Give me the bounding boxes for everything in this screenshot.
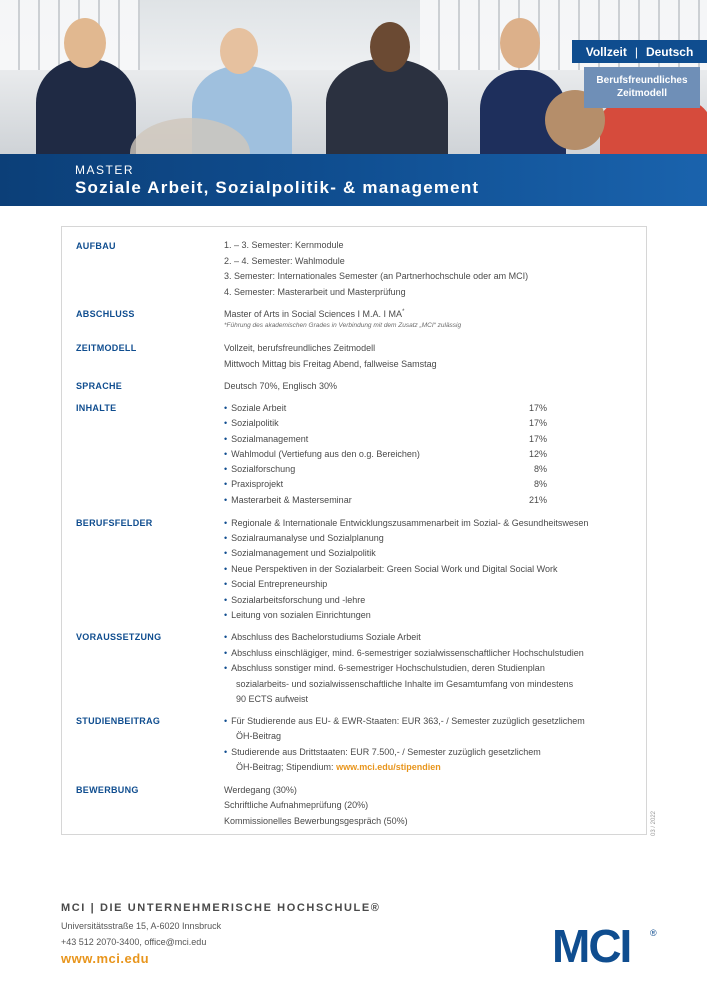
- bewerbung-line: Schriftliche Aufnahmeprüfung (20%): [224, 800, 369, 810]
- bullet-icon: •: [224, 747, 228, 757]
- studienbeitrag-item: [224, 747, 541, 757]
- inhalte-item-name: Wahlmodul (Vertiefung aus den o.g. Bereichen): [231, 449, 420, 459]
- sprache-text: Deutsch 70%, Englisch 30%: [224, 381, 338, 391]
- aufbau-line: 3. Semester: Internationales Semester (an Partnerhochschule oder am MCI): [224, 271, 529, 281]
- aufbau-line: 1. – 3. Semester: Kernmodule: [224, 240, 344, 250]
- time-model-tag: [584, 67, 700, 108]
- inhalte-item-name: Soziale Arbeit: [231, 403, 287, 413]
- inhalte-item: [224, 434, 308, 444]
- inhalte-item: [224, 449, 420, 459]
- voraussetzung-item: [224, 663, 545, 673]
- bullet-icon: •: [224, 610, 228, 620]
- footer-website[interactable]: www.mci.edu: [61, 951, 150, 966]
- footer-contact: +43 512 2070-3400, office@mci.edu: [61, 937, 207, 947]
- berufsfeld-item: [224, 533, 384, 543]
- person-4-head: [500, 18, 540, 68]
- bullet-icon: •: [224, 564, 228, 574]
- inhalte-item-name: Masterarbeit & Masterseminar: [231, 495, 352, 505]
- aufbau-line: 4. Semester: Masterarbeit und Masterprüfung: [224, 287, 406, 297]
- stipendium-link[interactable]: www.mci.edu/stipendien: [336, 762, 441, 772]
- bullet-icon: •: [224, 403, 228, 413]
- zeitmodell-line: Mittwoch Mittag bis Freitag Abend, fallweise Samstag: [224, 359, 437, 369]
- bullet-icon: •: [224, 418, 228, 428]
- berufsfeld-item: [224, 564, 557, 574]
- time-model-line-2: Zeitmodell: [616, 88, 667, 99]
- berufsfeld-item: [224, 595, 365, 605]
- inhalte-item: [224, 464, 295, 474]
- inhalte-item-name: Sozialforschung: [231, 464, 296, 474]
- label-voraussetzung: VORAUSSETZUNG: [76, 632, 162, 642]
- voraussetzung-text: Abschluss des Bachelorstudiums Soziale Arbeit: [231, 632, 421, 642]
- bullet-icon: •: [224, 716, 228, 726]
- bullet-icon: •: [224, 595, 228, 605]
- label-aufbau: AUFBAU: [76, 241, 116, 251]
- label-berufsfelder: BERUFSFELDER: [76, 518, 153, 528]
- voraussetzung-continuation: sozialarbeits- und sozialwissenschaftliche Inhalte im Gesamtumfang von mindestens: [236, 679, 574, 689]
- footer-address: Universitätsstraße 15, A-6020 Innsbruck: [61, 921, 222, 931]
- edition-date: 03 / 2022: [651, 810, 657, 836]
- berufsfeld-text: Social Entrepreneurship: [231, 579, 328, 589]
- studienbeitrag-item: [224, 716, 585, 726]
- label-zeitmodell: ZEITMODELL: [76, 343, 137, 353]
- bullet-icon: •: [224, 632, 228, 642]
- label-studienbeitrag: STUDIENBEITRAG: [76, 716, 161, 726]
- degree-marker: *: [402, 309, 405, 315]
- mci-logo: [552, 922, 662, 966]
- studienbeitrag-continuation: ÖH-Beitrag: [236, 731, 282, 741]
- bullet-icon: •: [224, 434, 228, 444]
- bullet-icon: •: [224, 495, 228, 505]
- berufsfeld-item: [224, 610, 371, 620]
- bullet-icon: •: [224, 548, 228, 558]
- voraussetzung-item: [224, 648, 584, 658]
- inhalte-item: [224, 418, 279, 428]
- berufsfeld-text: Sozialraumanalyse und Sozialplanung: [231, 533, 384, 543]
- aufbau-line: 2. – 4. Semester: Wahlmodule: [224, 256, 345, 266]
- abschluss-degree: [224, 309, 404, 319]
- bullet-icon: •: [224, 579, 228, 589]
- inhalte-item-share: 17%: [528, 403, 547, 413]
- person-3: [326, 59, 448, 154]
- person-1-head: [64, 18, 106, 68]
- inhalte-item-share: 8%: [533, 479, 547, 489]
- berufsfeld-item: [224, 518, 588, 528]
- label-sprache: SPRACHE: [76, 381, 123, 391]
- degree-type: MASTER: [75, 163, 135, 177]
- inhalte-item-share: 8%: [533, 464, 547, 474]
- voraussetzung-text: Abschluss sonstiger mind. 6-semestriger Hochschulstudien, deren Studienplan: [231, 663, 545, 673]
- berufsfeld-item: [224, 579, 327, 589]
- program-title: Soziale Arbeit, Sozialpolitik- & management: [75, 178, 480, 197]
- studienbeitrag-continuation: [236, 762, 441, 772]
- voraussetzung-text: Abschluss einschlägiger, mind. 6-semestriger sozialwissenschaftlicher Hochschulstudien: [231, 648, 584, 658]
- logo-text: MCI: [552, 922, 631, 966]
- person-3-head: [370, 22, 410, 72]
- inhalte-item: [224, 479, 283, 489]
- voraussetzung-item: [224, 632, 421, 642]
- time-model-line-1: Berufsfreundliches: [596, 75, 688, 86]
- footer-title: MCI | DIE UNTERNEHMERISCHE HOCHSCHULE®: [61, 902, 381, 914]
- inhalte-item-share: 21%: [528, 495, 547, 505]
- berufsfeld-text: Leitung von sozialen Einrichtungen: [231, 610, 371, 620]
- berufsfeld-item: [224, 548, 376, 558]
- bullet-icon: •: [224, 533, 228, 543]
- mode-tag: Vollzeit: [585, 44, 627, 59]
- berufsfeld-text: Regionale & Internationale Entwicklungszusammenarbeit im Sozial- & Gesundheitswesen: [231, 518, 589, 528]
- bewerbung-line: Kommissionelles Bewerbungsgespräch (50%): [224, 816, 408, 826]
- bullet-icon: •: [224, 449, 228, 459]
- inhalte-item-name: Praxisprojekt: [231, 479, 284, 489]
- label-abschluss: ABSCHLUSS: [76, 309, 135, 319]
- label-bewerbung: BEWERBUNG: [76, 785, 139, 795]
- berufsfeld-text: Neue Perspektiven in der Sozialarbeit: Green Social Work und Digital Social Work: [231, 564, 558, 574]
- person-2-head: [220, 28, 258, 74]
- bullet-icon: •: [224, 464, 228, 474]
- inhalte-item-share: 12%: [528, 449, 547, 459]
- logo-mark: ®: [650, 928, 657, 938]
- inhalte-item-name: Sozialpolitik: [231, 418, 279, 428]
- tag-separator: |: [634, 44, 638, 59]
- studienbeitrag-text: Für Studierende aus EU- & EWR-Staaten: EUR 363,- / Semester zuzüglich gesetzlichem: [231, 716, 585, 726]
- zeitmodell-line: Vollzeit, berufsfreundliches Zeitmodell: [224, 343, 376, 353]
- inhalte-item-name: Sozialmanagement: [231, 434, 309, 444]
- bullet-icon: •: [224, 663, 228, 673]
- inhalte-item-share: 17%: [528, 418, 547, 428]
- bullet-icon: •: [224, 648, 228, 658]
- mode-language-tag: [572, 40, 707, 63]
- inhalte-item: [224, 403, 286, 413]
- abschluss-note: *Führung des akademischen Grades in Verbindung mit dem Zusatz „MCI“ zulässig: [224, 322, 462, 329]
- voraussetzung-continuation: 90 ECTS aufweist: [236, 694, 309, 704]
- berufsfeld-text: Sozialarbeitsforschung und -lehre: [231, 595, 366, 605]
- person-1: [36, 59, 136, 154]
- studienbeitrag-text: ÖH-Beitrag; Stipendium:: [236, 762, 334, 772]
- language-tag: Deutsch: [645, 44, 694, 59]
- inhalte-item: [224, 495, 352, 505]
- degree-text: Master of Arts in Social Sciences I M.A. I MA: [224, 309, 403, 319]
- bewerbung-line: Werdegang (30%): [224, 785, 297, 795]
- label-inhalte: INHALTE: [76, 403, 117, 413]
- bullet-icon: •: [224, 479, 228, 489]
- inhalte-item-share: 17%: [528, 434, 547, 444]
- berufsfeld-text: Sozialmanagement und Sozialpolitik: [231, 548, 376, 558]
- studienbeitrag-text: Studierende aus Drittstaaten: EUR 7.500,- / Semester zuzüglich gesetzlichem: [231, 747, 541, 757]
- bullet-icon: •: [224, 518, 228, 528]
